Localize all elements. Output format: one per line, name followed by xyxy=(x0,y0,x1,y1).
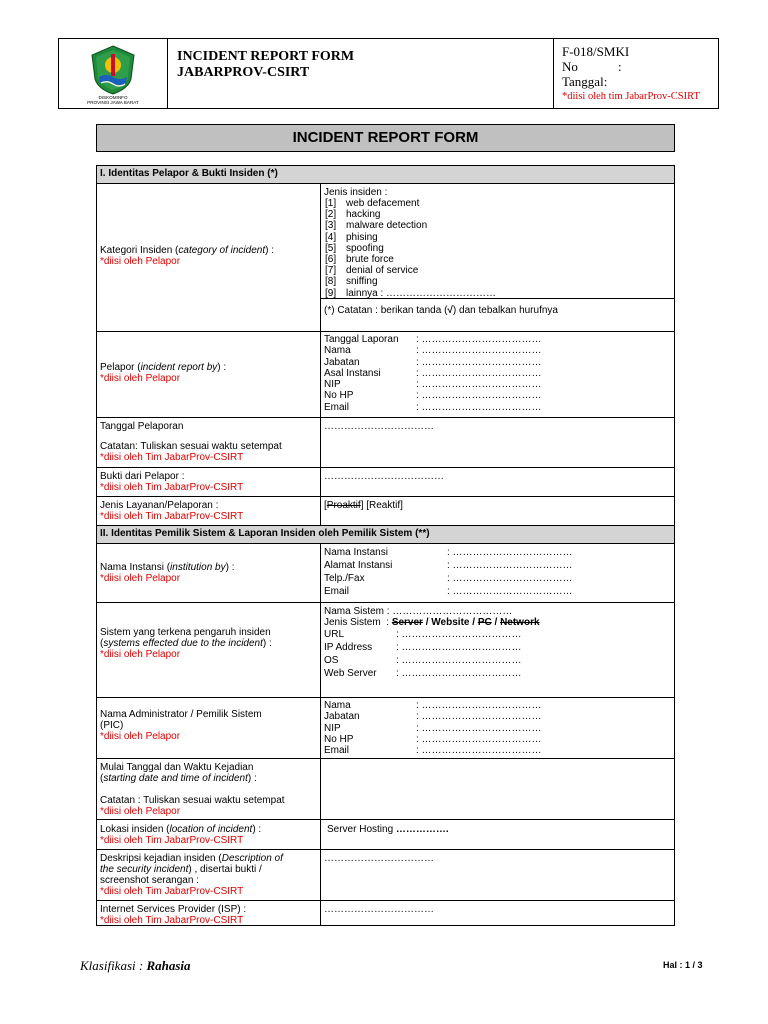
item-number: [5] xyxy=(325,242,337,254)
lokasi-note: *diisi oleh Tim JabarProv-CSIRT xyxy=(100,835,244,846)
option-network[interactable]: Network xyxy=(500,617,540,628)
section-2-header: II. Identitas Pemilik Sistem & Laporan Insiden oleh Pemilik Sistem (**) xyxy=(97,526,674,544)
field-value[interactable]: : ……………………………… xyxy=(416,722,542,734)
field-label: Jabatan xyxy=(324,356,360,368)
bukti-note: *diisi oleh Tim JabarProv-CSIRT xyxy=(100,482,244,493)
field-label: NIP xyxy=(324,379,341,391)
klasifikasi xyxy=(80,958,191,974)
row-jenis-layanan xyxy=(97,497,674,526)
field-value[interactable]: : ……………………………… xyxy=(416,345,542,357)
field-value[interactable]: : ……………………………… xyxy=(447,560,573,571)
item-text: spoofing xyxy=(346,242,384,254)
field-label: Web Server xyxy=(324,668,377,679)
tanggal-label: Tanggal xyxy=(562,74,604,89)
admin-label: Nama Administrator / Pemilik Sistem xyxy=(100,709,262,720)
field-label: Nama xyxy=(324,700,351,711)
row-sistem-terkena xyxy=(97,603,674,698)
page-number: Hal : 1 / 3 xyxy=(663,960,703,970)
item-number: [8] xyxy=(325,276,337,288)
item-text: brute force xyxy=(346,253,394,265)
field-value[interactable]: : ……………………………… xyxy=(396,629,522,640)
item-text: sniffing xyxy=(346,276,378,288)
layanan-label: Jenis Layanan/Pelaporan : xyxy=(100,500,219,511)
row-deskripsi-insiden: Deskripsi kejadian insiden (Description of the security incident) , disertai bukti / screenshot serangan : *diisi oleh Tim JabarProv-CSIRT …………………………… xyxy=(97,850,674,901)
field-label: Telp./Fax xyxy=(324,573,365,584)
isp-value[interactable]: …………………………… xyxy=(324,904,434,915)
mulai-catatan: Catatan : Tuliskan sesuai waktu setempat xyxy=(100,795,285,806)
field-value[interactable]: : ……………………………… xyxy=(416,367,542,379)
field-label: Email xyxy=(324,586,350,597)
field-label: No HP xyxy=(324,733,354,745)
field-value[interactable]: : ……………………………… xyxy=(396,642,522,653)
jenis-insiden-item[interactable] xyxy=(325,265,419,277)
row-bukti-pelapor xyxy=(97,468,674,497)
logo-caption-diskominfo: DISKOMINFO xyxy=(98,95,128,100)
field-value[interactable]: : ……………………………… xyxy=(447,547,573,558)
tanggal-pelaporan-value[interactable]: …………………………… xyxy=(324,421,434,432)
item-text: lainnya : …………………………… xyxy=(346,287,497,299)
field-value[interactable]: : ……………………………… xyxy=(416,390,542,402)
jenis-insiden-title: Jenis insiden : xyxy=(324,187,388,198)
option-server[interactable]: Server xyxy=(391,617,423,628)
field-label: URL xyxy=(324,629,345,640)
check-mark: √ xyxy=(447,305,453,316)
item-text: denial of service xyxy=(346,265,419,277)
catatan-tanda: (*) Catatan : berikan tanda (√) dan tebalkan hurufnya xyxy=(324,305,558,316)
field-label: Asal Instansi xyxy=(324,367,381,379)
field-value[interactable]: : ……………………………… xyxy=(416,745,542,757)
sistem-label-en: (systems effected due to the incident) : xyxy=(100,638,272,649)
field-value[interactable]: : ……………………………… xyxy=(396,668,522,679)
field-label: Jabatan xyxy=(324,711,360,723)
admin-note: *diisi oleh Pelapor xyxy=(100,731,181,742)
field-label: Nama Instansi xyxy=(324,547,388,558)
field-label: Tanggal Laporan xyxy=(324,334,399,345)
item-number: [9] xyxy=(325,287,337,299)
mulai-label: Mulai Tanggal dan Waktu Kejadian xyxy=(100,762,254,773)
row-pelapor xyxy=(97,332,674,418)
mulai-label-en: (starting date and time of incident) : xyxy=(100,773,257,784)
jabar-emblem-logo xyxy=(90,45,136,95)
field-value[interactable]: : ……………………………… xyxy=(416,733,542,745)
sistem-label: Sistem yang terkena pengaruh insiden xyxy=(100,627,271,638)
row-nama-instansi xyxy=(97,544,674,603)
isp-note: *diisi oleh Tim JabarProv-CSIRT xyxy=(100,915,244,926)
field-value[interactable]: : ……………………………… xyxy=(416,700,542,711)
deskripsi-note: *diisi oleh Tim JabarProv-CSIRT xyxy=(100,886,244,897)
field-label: OS xyxy=(324,655,339,666)
logo-caption-province: PROVINSI JAWA BARAT xyxy=(87,100,139,105)
klasifikasi-value: Rahasia xyxy=(146,958,191,973)
row-mulai-kejadian xyxy=(97,759,674,820)
pelapor-note: *diisi oleh Pelapor xyxy=(100,373,181,384)
field-value[interactable]: : ……………………………… xyxy=(447,573,573,584)
section-1-header: I. Identitas Pelapor & Bukti Insiden (*) xyxy=(97,166,674,184)
no-label: No xyxy=(562,59,578,74)
item-number: [2] xyxy=(325,209,337,221)
kategori-note: *diisi oleh Pelapor xyxy=(100,256,181,267)
jenis-insiden-item[interactable] xyxy=(325,220,428,232)
item-number: [4] xyxy=(325,231,337,243)
klasifikasi-label: Klasifikasi : xyxy=(80,958,147,973)
tanggal-value: : xyxy=(603,74,608,89)
jenis-insiden-item[interactable] xyxy=(325,253,394,265)
nama-sistem[interactable]: Nama Sistem : ……………………………… xyxy=(324,606,513,617)
jenis-insiden-item[interactable] xyxy=(325,242,384,254)
field-value[interactable]: : ……………………………… xyxy=(447,586,573,597)
deskripsi-value[interactable]: …………………………… xyxy=(324,853,434,864)
row-kategori-insiden xyxy=(97,184,674,332)
tanggal-pelaporan-label: Tanggal Pelaporan xyxy=(100,421,184,432)
field-value[interactable]: : ……………………………… xyxy=(416,379,542,391)
item-number: [1] xyxy=(325,198,337,209)
jenis-insiden-item[interactable] xyxy=(325,209,381,221)
field-value[interactable]: : ……………………………… xyxy=(416,711,542,723)
form-title: INCIDENT REPORT FORM xyxy=(96,124,675,152)
item-text: hacking xyxy=(346,209,381,221)
header-title-cell xyxy=(167,39,554,108)
item-number: [3] xyxy=(325,220,337,232)
row-administrator xyxy=(97,698,674,759)
jenis-insiden-item[interactable] xyxy=(325,231,378,243)
header-title: INCIDENT REPORT FORM xyxy=(177,49,355,64)
logo-cell xyxy=(59,39,168,108)
field-value[interactable]: : ……………………………… xyxy=(396,655,522,666)
row-tanggal-pelaporan xyxy=(97,418,674,468)
tanggal-pelaporan-note: *diisi oleh Tim JabarProv-CSIRT xyxy=(100,452,244,463)
jenis-insiden-list xyxy=(325,198,497,299)
header-note: *diisi oleh tim JabarProv-CSIRT xyxy=(562,91,700,102)
incident-form-table xyxy=(96,165,675,926)
item-number: [7] xyxy=(325,265,337,277)
option-reaktif[interactable]: ] [Reaktif] xyxy=(360,500,403,511)
option-proaktif[interactable]: Proaktif xyxy=(326,500,361,511)
field-label: NIP xyxy=(324,722,341,734)
jenis-insiden-item[interactable] xyxy=(325,198,420,209)
sistem-note: *diisi oleh Pelapor xyxy=(100,649,181,660)
lokasi-value[interactable]: Server Hosting ……………. xyxy=(327,824,449,835)
field-label: No HP xyxy=(324,390,354,402)
field-value[interactable]: : ……………………………… xyxy=(416,356,542,368)
layanan-note: *diisi oleh Tim JabarProv-CSIRT xyxy=(100,511,244,522)
item-text: web defacement xyxy=(346,198,420,209)
option-pc[interactable]: PC xyxy=(477,617,492,628)
field-label: IP Address xyxy=(324,642,373,653)
kategori-label: Kategori Insiden (category of incident) : xyxy=(100,245,274,256)
admin-label-pic: (PIC) xyxy=(100,720,124,731)
instansi-note: *diisi oleh Pelapor xyxy=(100,573,181,584)
tanggal-pelaporan-catatan: Catatan: Tuliskan sesuai waktu setempat xyxy=(100,441,282,452)
item-text: malware detection xyxy=(346,220,428,232)
bukti-value[interactable]: ……………………………… xyxy=(324,471,444,482)
row-lokasi-insiden xyxy=(97,820,674,850)
mulai-note: *diisi oleh Pelapor xyxy=(100,806,181,817)
isp-label: Internet Services Provider (ISP) : xyxy=(100,904,247,915)
field-value[interactable]: : ……………………………… xyxy=(416,334,542,345)
header-meta-cell xyxy=(553,39,718,108)
field-label: Email xyxy=(324,401,350,413)
field-label: Alamat Instansi xyxy=(324,560,393,571)
item-text: phising xyxy=(346,231,378,243)
jenis-insiden-item[interactable] xyxy=(325,276,378,288)
layanan-options: [Proaktif] [Reaktif] xyxy=(324,500,403,511)
jenis-sistem: Jenis Sistem : Server / Website / PC / Network xyxy=(324,617,540,628)
mulai-value-cell[interactable] xyxy=(321,759,674,819)
doc-code: F-018/SMKI xyxy=(562,44,630,59)
deskripsi-label: Deskripsi kejadian insiden (Description of xyxy=(100,853,283,864)
jenis-insiden-item[interactable] xyxy=(325,287,497,299)
document-header xyxy=(58,38,719,109)
header-subtitle: JABARPROV-CSIRT xyxy=(177,65,310,80)
no-value: : xyxy=(618,59,622,74)
item-number: [6] xyxy=(325,253,337,265)
field-value[interactable]: : ……………………………… xyxy=(416,401,542,413)
row-isp xyxy=(97,901,674,926)
field-label: Nama xyxy=(324,345,351,357)
field-label: Email xyxy=(324,745,350,757)
instansi-label: Nama Instansi (institution by) : xyxy=(100,562,235,573)
lokasi-label: Lokasi insiden (location of incident) : xyxy=(100,824,262,835)
option-website[interactable]: Website xyxy=(431,617,470,628)
pelapor-label: Pelapor (incident report by) : xyxy=(100,362,227,373)
bukti-label: Bukti dari Pelapor : xyxy=(100,471,185,482)
